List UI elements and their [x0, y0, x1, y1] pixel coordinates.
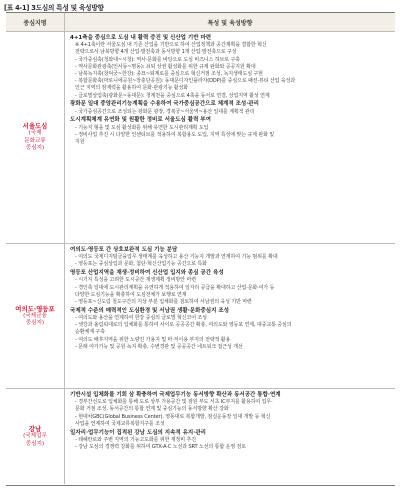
features-table [6, 12, 395, 486]
region-cell [6, 244, 65, 388]
strategy-section [70, 392, 391, 428]
section-title: 광화문 일대 중앙관리기능계획을 수용하여 국가중심공간으로 체계적 조성·관리 [70, 101, 259, 108]
section-item: - 여의도 배후지역을 위한 노량진 가용지 및 마·저이용 부지의 전략적 활용 [75, 336, 231, 343]
section-title: 기반시설 입체화를 기회 삼 확충하여 국제업무기능 동서방향 확산과 동서공간 통합·연계 [70, 392, 281, 398]
section-item: - 글로벌상업축(광화문~동대문): 청계천을 중심으로 4축을 동서로 연결, 상업지역 활성 연계 [75, 92, 270, 99]
region-role: (국제업무 중심지) [23, 433, 47, 447]
section-item: 문화 거점 조성, 동서공간의 통합 연계 및 중심기능의 동서방향 확산 강화 [75, 406, 229, 413]
section-item: 인근 지역의 잠재력을 활용하여 문화·관광기능 활성화 [75, 85, 188, 92]
section-item: - 정비사업 추진 시 다양한 인센티브를 적용하여 복합용도 도입, 지역 특성에 맞는 규제 완화 및 [75, 131, 275, 138]
region-name: 서울도심 [22, 122, 48, 131]
strategy-section [70, 35, 391, 100]
section-title: 도시계획체계 유연화 및 원활한 정비로 서울도심 활력 부여 [70, 117, 211, 124]
section-item: - 강남 도심의 경쟁력 강화를 위하여 GTX-A·C 노선과 SRT 노선의 통합 운영 검토 [75, 444, 247, 451]
section-item: - 역사문화관광축(인사동~명동): 쇠퇴 상권 활성화를 위한 규제 완화와 공공지원 확대 [75, 63, 256, 70]
section-title: 국제적 수준의 매력적인 도심환경 및 서남권 생활·문화중심지 조성 [70, 307, 229, 314]
section-item: 순환체계 구축 [75, 329, 105, 336]
table-caption: [표 4-1] 3도심의 특성 및 육성방향 [4, 4, 104, 12]
section-item: - 국가중심축(청와대~시청): 역사·문화를 바탕으로 도심 비즈니스 허브로 구축 [75, 56, 240, 63]
section-item: ※ 4+1축이란 서울도심 내 기존 산업을 기반으로 하여 산업정책과 공간계획을 결합한 혁신 [75, 42, 267, 49]
strategy-section [70, 430, 391, 452]
section-item: 지원 [75, 139, 85, 146]
region-name: 여의도·영등포 [15, 304, 55, 313]
strategy-section [70, 270, 391, 306]
table-body [6, 32, 395, 484]
section-item: - 경부간선도로 입체화를 통해 도로 상부 가용공간 및 잠원 부도 서초 IC부지를 활용하여 업무· [75, 399, 273, 406]
strategy-section [70, 101, 391, 115]
section-item: - 현대차GBC(Global Business Center), 영동대로 복합개발, 잠실운동장 일대 개발 등 혁신 [75, 413, 271, 420]
section-item: - 복합문화축(마로니에공원~장충단공원): 동대문디자인플라자(DDP)를 중심으로 패션·뷰티 산업 육성과 [75, 78, 296, 85]
section-item: - 테헤란로와 주변 지역의 기능고도화를 위한 재정비 추진 [75, 436, 196, 443]
section-title: 영등포 산업지역을 재생·정비하여 신산업 입지와 종심 공간 육성 [70, 270, 224, 277]
section-item: - 영등포는 중심상업과 문화, 첨단·혁신산업기능 공간으로 특화 [75, 261, 207, 268]
section-title: 일자리·업무기능이 집적된 강남 도심의 지속적 유지·관리 [70, 429, 206, 436]
table-header [6, 13, 395, 32]
features-cell [65, 32, 395, 243]
region-cell [6, 32, 65, 243]
section-item: 사업을 연계하여 국제교류복합지구를 조성 [75, 420, 165, 427]
section-item: - 기능지 형을 및 도심 활성화를 위해 유연한 도시관리계획 도입 [75, 124, 209, 131]
region-role: (국제금융 중심지) [23, 312, 47, 326]
table-row [6, 32, 395, 244]
table-row [6, 389, 395, 484]
section-item: 다양한 도심기능을 확충하여 도심전체가 보행로 연계 [75, 291, 187, 298]
section-item: 전략으로서 남북방향 4개 산업·발전축과 동서방향 1개 산업·발전축으로 구성 [75, 49, 237, 56]
strategy-section [70, 117, 391, 146]
section-item: - 경인축 일대에 도시관리계획을 유연하게 적용하여 일자리 공급을 확대하고 산업·문화·여가 등 [75, 284, 275, 291]
section-item: - 샛강과 올림픽대로의 입체화를 통하여 사이로 공공공간 확충, 여의도와 영등포 연계, 대중교통 중심의 [75, 322, 292, 329]
section-title: 4+1축을 중심으로 도심 내 활력 증진 및 신산업 기반 마련 [70, 35, 212, 41]
features-cell [65, 244, 395, 388]
section-item: - 문래 여가기능 및 공원·녹지 확충, 수변경관 및 공공공간 네트워크 접근성 개선 [75, 343, 243, 350]
section-item: - 남북녹지축(창덕궁~한강): 종묘~퇴계로를 중심으로 혁신거점 조성, 녹지생태도심 구현 [75, 71, 263, 78]
section-item: - 영등포~신도림 철도구간의 지상 부분 입체화를 검토하여 서남권의 육성 기반 마련 [75, 299, 252, 306]
strategy-section [70, 308, 391, 351]
table-row [6, 244, 395, 389]
section-item: - 여의도 국제디지털금융업무 생태계를 육성하고 용산 기능지 개발과 연계하여 기능 범위를 확대 [75, 254, 278, 261]
features-cell [65, 389, 395, 484]
section-item: - 시기지 특성을 고려한 도시공간 재생계획 정비방안 마련 [75, 277, 196, 284]
section-item: - 국가중심공간으로 조성되는 광화문 광장, 경복궁~서울역~용산 일대를 계획적 관리 [75, 108, 255, 115]
region-role: (국제 문화교류 중심지) [24, 130, 46, 152]
region-name: 강남 [28, 425, 42, 434]
region-cell [6, 389, 65, 484]
section-title: 여의도·영등포 간 상호보완적 도심 기능 분담 [70, 247, 178, 253]
strategy-section [70, 247, 391, 269]
section-item: - 여의도와 용산을 연계하여 한강 중심의 글로벌 혁신코어 조성 [75, 315, 207, 322]
header-features: 특성 및 육성방향 [207, 19, 253, 27]
header-region: 중심지명 [6, 13, 65, 31]
